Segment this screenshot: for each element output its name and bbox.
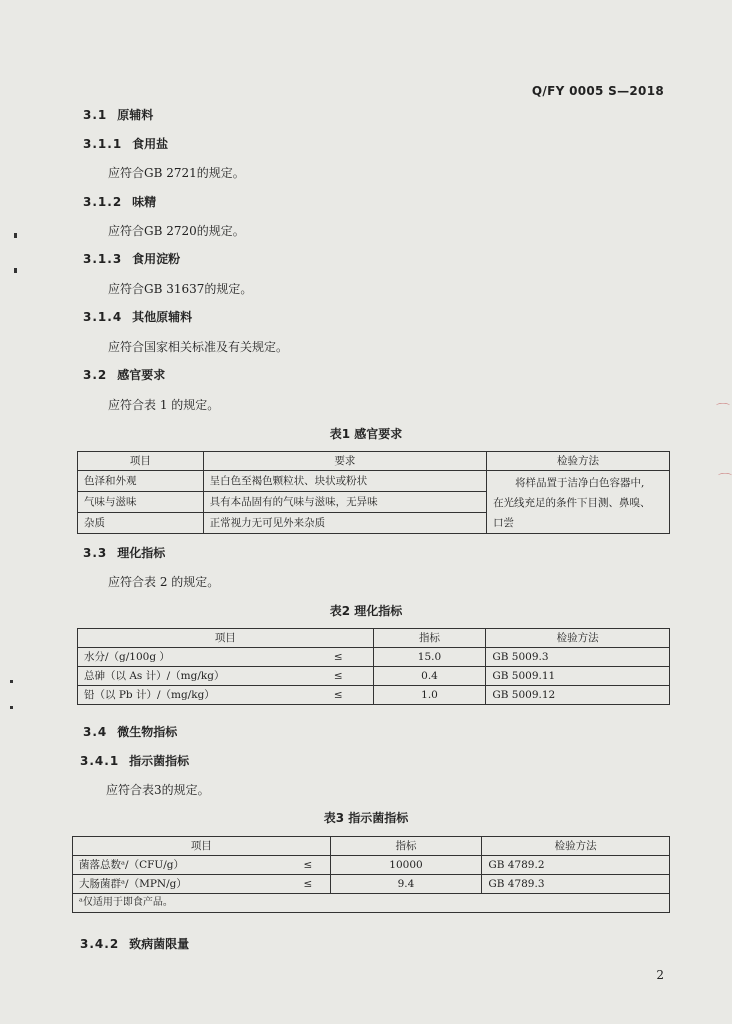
table-2-caption: 表2 理化指标 bbox=[329, 604, 403, 618]
value-cell: 15.0 bbox=[373, 648, 486, 667]
section-3-1-2-text: 应符合GB 2720的规定。 bbox=[108, 224, 245, 238]
table-header-row bbox=[78, 629, 670, 648]
section-3-4-heading bbox=[83, 723, 177, 740]
value-cell: 10000 bbox=[330, 856, 482, 875]
section-3-3-heading bbox=[83, 544, 165, 561]
method-cell: GB 5009.12 bbox=[486, 686, 670, 705]
section-3-1-4-text: 应符合国家相关标准及有关规定。 bbox=[108, 340, 289, 354]
requirement-cell: 具有本品固有的气味与滋味，无异味 bbox=[203, 492, 486, 513]
section-3-4-1-heading bbox=[80, 752, 189, 769]
section-number: 3.1.1 bbox=[83, 137, 123, 151]
operator-cell: ≤ bbox=[286, 856, 330, 875]
column-header: 要求 bbox=[203, 452, 486, 471]
item-cell: 总砷（以 As 计）/（mg/kg） bbox=[78, 667, 294, 686]
indicator-bacteria-table bbox=[72, 836, 670, 913]
table-footnote-row bbox=[73, 894, 670, 913]
column-header: 项目 bbox=[73, 837, 331, 856]
section-number: 3.3 bbox=[83, 546, 108, 560]
method-cell: GB 4789.2 bbox=[482, 856, 670, 875]
table-row bbox=[78, 667, 670, 686]
table-3-caption: 表3 指示菌指标 bbox=[323, 811, 409, 825]
section-title: 致病菌限量 bbox=[129, 937, 190, 951]
binding-hole-mark bbox=[14, 233, 17, 238]
section-3-1-heading bbox=[83, 106, 153, 123]
column-header: 检验方法 bbox=[486, 629, 670, 648]
table-header-row bbox=[73, 837, 670, 856]
value-cell: 1.0 bbox=[373, 686, 486, 705]
section-title: 其他原辅料 bbox=[132, 310, 193, 324]
method-cell: GB 4789.3 bbox=[482, 875, 670, 894]
binding-hole-mark bbox=[14, 268, 17, 273]
standard-code: Q/FY 0005 S—2018 bbox=[531, 84, 664, 98]
column-header: 检验方法 bbox=[487, 452, 670, 471]
item-cell: 气味与滋味 bbox=[78, 492, 204, 513]
section-3-1-3-text: 应符合GB 31637的规定。 bbox=[108, 282, 253, 296]
table-row bbox=[78, 686, 670, 705]
section-3-1-4-heading bbox=[83, 308, 192, 325]
table-1-caption: 表1 感官要求 bbox=[329, 427, 403, 441]
value-cell: 9.4 bbox=[330, 875, 482, 894]
section-3-1-2-heading bbox=[83, 193, 156, 210]
section-number: 3.1 bbox=[83, 108, 108, 122]
section-number: 3.4 bbox=[83, 725, 108, 739]
section-3-1-1-heading bbox=[83, 135, 168, 152]
column-header: 指标 bbox=[330, 837, 482, 856]
sensory-requirements-table bbox=[77, 451, 670, 534]
section-title: 感官要求 bbox=[117, 368, 166, 382]
column-header: 检验方法 bbox=[482, 837, 670, 856]
section-title: 指示菌指标 bbox=[129, 754, 190, 768]
column-header: 项目 bbox=[78, 452, 204, 471]
binding-hole-mark bbox=[10, 706, 13, 709]
item-cell: 水分/（g/100g ） bbox=[78, 648, 294, 667]
method-cell: GB 5009.11 bbox=[486, 667, 670, 686]
bleed-through-stamp-mark: ⌒ bbox=[716, 403, 730, 419]
section-3-4-2-heading bbox=[80, 935, 189, 952]
table-row bbox=[78, 648, 670, 667]
section-title: 食用盐 bbox=[132, 137, 169, 151]
operator-cell: ≤ bbox=[286, 875, 330, 894]
column-header: 指标 bbox=[373, 629, 486, 648]
table-footnote: ᵃ仅适用于即食产品。 bbox=[73, 894, 670, 913]
method-cell: GB 5009.3 bbox=[486, 648, 670, 667]
method-line: 在光线充足的条件下目测、鼻嗅、 bbox=[493, 497, 651, 509]
operator-cell: ≤ bbox=[293, 667, 373, 686]
column-header: 项目 bbox=[78, 629, 374, 648]
section-title: 味精 bbox=[132, 195, 157, 209]
requirement-cell: 正常视力无可见外来杂质 bbox=[203, 513, 486, 534]
method-line: 将样品置于洁净白色容器中, bbox=[515, 477, 645, 489]
inspection-method-cell bbox=[487, 471, 670, 534]
operator-cell: ≤ bbox=[293, 686, 373, 705]
table-row bbox=[78, 471, 670, 492]
section-3-2-text: 应符合表 1 的规定。 bbox=[108, 398, 220, 412]
page-number: 2 bbox=[656, 968, 664, 982]
operator-cell: ≤ bbox=[293, 648, 373, 667]
section-3-3-text: 应符合表 2 的规定。 bbox=[108, 575, 220, 589]
item-cell: 大肠菌群ᵃ/（MPN/g） bbox=[73, 875, 287, 894]
section-title: 食用淀粉 bbox=[132, 252, 181, 266]
physicochemical-indicators-table bbox=[77, 628, 670, 705]
item-cell: 铅（以 Pb 计）/（mg/kg） bbox=[78, 686, 294, 705]
section-number: 3.1.4 bbox=[83, 310, 123, 324]
item-cell: 菌落总数ᵃ/（CFU/g） bbox=[73, 856, 287, 875]
section-3-4-1-text: 应符合表3的规定。 bbox=[106, 783, 210, 797]
section-3-1-3-heading bbox=[83, 250, 180, 267]
item-cell: 色泽和外观 bbox=[78, 471, 204, 492]
section-number: 3.4.2 bbox=[80, 937, 120, 951]
section-title: 理化指标 bbox=[117, 546, 166, 560]
section-title: 微生物指标 bbox=[117, 725, 178, 739]
table-row bbox=[73, 856, 670, 875]
value-cell: 0.4 bbox=[373, 667, 486, 686]
section-3-1-1-text: 应符合GB 2721的规定。 bbox=[108, 166, 245, 180]
binding-hole-mark bbox=[10, 680, 13, 683]
table-header-row bbox=[78, 452, 670, 471]
method-line: 口尝 bbox=[493, 517, 515, 529]
bleed-through-stamp-mark: ⌒ bbox=[718, 473, 732, 489]
section-3-2-heading bbox=[83, 366, 165, 383]
section-number: 3.1.2 bbox=[83, 195, 123, 209]
requirement-cell: 呈白色至褐色颗粒状、块状或粉状 bbox=[203, 471, 486, 492]
item-cell: 杂质 bbox=[78, 513, 204, 534]
section-number: 3.2 bbox=[83, 368, 108, 382]
section-title: 原辅料 bbox=[117, 108, 154, 122]
table-row bbox=[73, 875, 670, 894]
section-number: 3.1.3 bbox=[83, 252, 123, 266]
section-number: 3.4.1 bbox=[80, 754, 120, 768]
